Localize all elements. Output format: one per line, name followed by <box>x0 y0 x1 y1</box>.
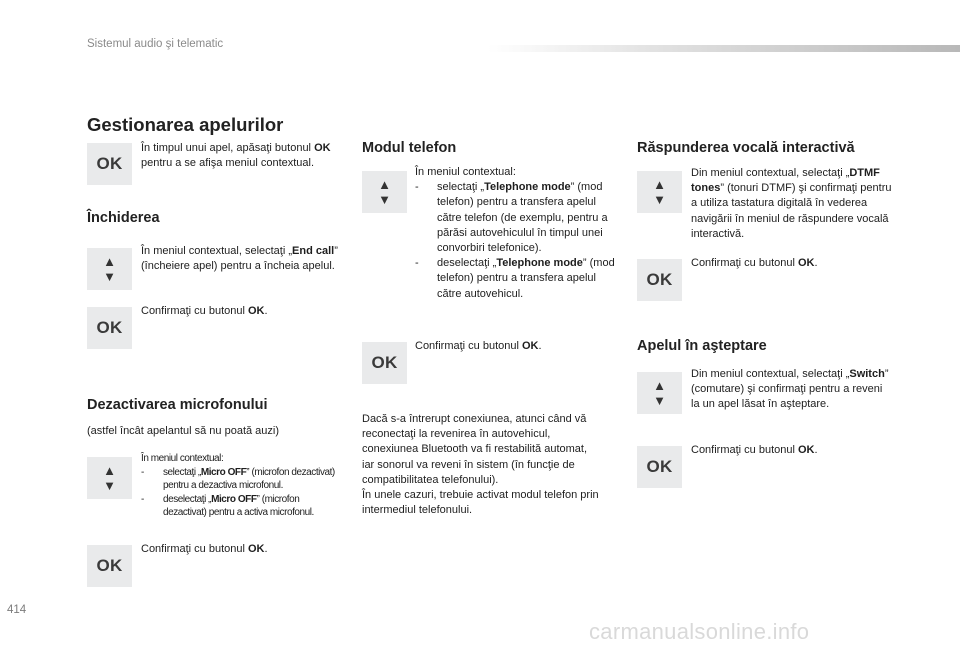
mic-confirm-text <box>141 542 341 557</box>
phone-confirm-bold: OK <box>522 340 539 352</box>
ok-button-icon <box>87 545 132 587</box>
ok-label: OK <box>371 353 398 372</box>
phone-item2-pre: deselectaţi „ <box>437 257 497 270</box>
hold-text-pre: Din meniul contextual, selectaţi „ <box>691 368 850 380</box>
calls-intro-text <box>141 141 341 171</box>
list-item <box>415 180 620 256</box>
list-dash: - <box>141 466 144 478</box>
header-gradient-bar <box>488 45 960 52</box>
phone-item2-post: ” (mod telefon) pentru a transfera apelul către autovehicul. <box>437 257 615 300</box>
reconnect-note: Dacă s-a întrerupt conexiunea, atunci când vă reconectaţi la revenirea în autovehicul, conexiunea Bluetooth va fi restabilită automat, iar sonorul va reveni în sistem (în funcţie de compatibilitatea telefonului). În unele cazuri, trebuie activat modul telefon prin intermediul telefonului. <box>362 413 599 517</box>
down-arrow-icon: ▼ <box>103 269 116 284</box>
list-item <box>141 493 341 520</box>
phone-mode-confirm-text <box>415 339 615 354</box>
mic-confirm-pre: Confirmaţi cu butonul <box>141 543 248 555</box>
ok-button-icon <box>87 307 132 349</box>
list-item <box>141 466 341 493</box>
up-arrow-icon: ▲ <box>653 177 666 192</box>
list-dash: - <box>415 257 419 270</box>
ivr-text-post: ” (tonuri DTMF) şi confirmaţi pentru a utiliza tastatura digitală în vederea navigării în meniul de răspundere vocală interactivă. <box>691 182 892 240</box>
ok-label: OK <box>646 457 673 476</box>
ok-label: OK <box>96 556 123 575</box>
arrow-keys-icon <box>87 457 132 499</box>
hangup-confirm-post: . <box>264 305 268 317</box>
ivr-confirm-bold: OK <box>798 257 815 269</box>
ivr-confirm-text <box>691 256 891 271</box>
watermark: carmanualsonline.info <box>589 619 810 644</box>
phone-mode-instructions <box>415 165 620 302</box>
up-arrow-icon: ▲ <box>103 463 116 478</box>
hangup-confirm-text <box>141 304 341 319</box>
up-arrow-icon: ▲ <box>653 378 666 393</box>
mic-item1-pre: selectaţi „ <box>163 466 201 478</box>
down-arrow-icon: ▼ <box>653 393 666 408</box>
section-title-phone-mode: Modul telefon <box>362 140 457 156</box>
mic-instructions <box>141 452 341 520</box>
phone-item1-pre: selectaţi „ <box>437 181 485 194</box>
phone-item1-bold: Telephone mode <box>484 181 571 194</box>
mic-confirm-bold: OK <box>248 543 265 555</box>
arrow-keys-icon <box>362 171 407 213</box>
calls-intro-post: pentru a se afişa meniul contextual. <box>141 157 315 170</box>
phone-confirm-pre: Confirmaţi cu butonul <box>415 340 522 352</box>
hangup-confirm-pre: Confirmaţi cu butonul <box>141 305 248 317</box>
hangup-text-post: ” (încheiere apel) pentru a încheia apelul. <box>141 245 338 273</box>
arrow-keys-icon <box>637 171 682 213</box>
hangup-confirm-bold: OK <box>248 305 265 317</box>
ivr-text-bold: DTMF tones <box>691 167 880 195</box>
ok-button-icon <box>362 342 407 384</box>
mic-subtitle: (astfel încât apelantul să nu poată auzi) <box>87 425 280 437</box>
hold-confirm-post: . <box>814 444 818 456</box>
ok-label: OK <box>96 154 123 173</box>
hold-confirm-text <box>691 443 891 458</box>
ivr-text-pre: Din meniul contextual, selectaţi „ <box>691 167 850 179</box>
mic-item2-pre: deselectaţi „ <box>163 493 212 505</box>
up-arrow-icon: ▲ <box>103 254 116 269</box>
mic-item1-post: ” (microfon dezactivat) pentru a dezactiva microfonul. <box>163 466 335 492</box>
mic-confirm-post: . <box>264 543 268 555</box>
hangup-text-bold: End call <box>292 245 335 257</box>
hangup-text <box>141 244 346 274</box>
mic-list <box>141 466 341 520</box>
phone-item1-post: ” (mod telefon) pentru a transfera apelul către telefon (de exemplu, pentru a părăsi autovehiculul în timpul unei convorbiri telefonice). <box>437 181 608 255</box>
ok-button-icon <box>87 143 132 185</box>
ok-button-icon <box>637 259 682 301</box>
hold-text-bold: Switch <box>849 368 885 380</box>
ivr-confirm-pre: Confirmaţi cu butonul <box>691 257 798 269</box>
mic-item2-post: ” (microfon dezactivat) pentru a activa microfonul. <box>163 493 314 519</box>
calls-intro-bold: OK <box>314 142 331 154</box>
list-item <box>415 256 620 302</box>
calls-intro-pre: În timpul unui apel, apăsaţi butonul <box>141 142 315 154</box>
hold-confirm-pre: Confirmaţi cu butonul <box>691 444 798 456</box>
section-title-hold: Apelul în aşteptare <box>637 338 767 354</box>
phone-item2-bold: Telephone mode <box>496 257 583 270</box>
mic-item2-bold: Micro OFF <box>211 493 257 505</box>
section-title-hangup: Închiderea <box>87 210 160 226</box>
mic-intro: În meniul contextual: <box>141 453 224 464</box>
up-arrow-icon: ▲ <box>378 177 391 192</box>
down-arrow-icon: ▼ <box>378 192 391 207</box>
arrow-keys-icon <box>637 372 682 414</box>
hold-text <box>691 367 891 413</box>
down-arrow-icon: ▼ <box>103 478 116 493</box>
section-title-calls: Gestionarea apelurilor <box>87 114 284 135</box>
ok-button-icon <box>637 446 682 488</box>
running-header: Sistemul audio şi telematic <box>87 38 224 50</box>
mic-item1-bold: Micro OFF <box>200 466 247 478</box>
down-arrow-icon: ▼ <box>653 192 666 207</box>
phone-confirm-post: . <box>538 340 542 352</box>
ivr-confirm-post: . <box>814 257 818 269</box>
section-title-ivr: Răspunderea vocală interactivă <box>637 140 855 156</box>
phone-mode-intro: În meniul contextual: <box>415 166 516 178</box>
page-number: 414 <box>7 604 27 616</box>
list-dash: - <box>141 493 144 505</box>
hold-text-post: ” (comutare) şi confirmaţi pentru a reveni la un apel lăsat în aşteptare. <box>691 368 889 411</box>
ivr-text <box>691 166 899 242</box>
hangup-text-pre: În meniul contextual, selectaţi „ <box>141 245 293 257</box>
ok-label: OK <box>646 270 673 289</box>
list-dash: - <box>415 181 419 194</box>
phone-mode-list <box>415 180 620 302</box>
section-title-mic: Dezactivarea microfonului <box>87 397 268 413</box>
hold-confirm-bold: OK <box>798 444 815 456</box>
arrow-keys-icon <box>87 248 132 290</box>
ok-label: OK <box>96 318 123 337</box>
